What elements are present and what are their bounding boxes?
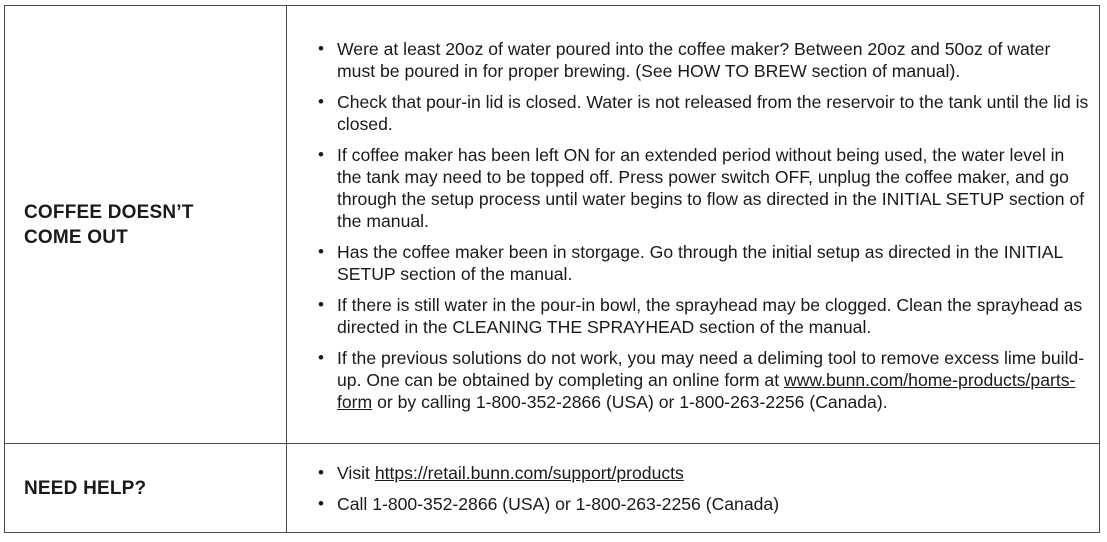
solutions-cell bbox=[287, 6, 1100, 444]
solution-item: • Were at least 20oz of water poured into the coffee maker? Between 20oz and 50oz of water must be poured in for proper brewing. (See HOW TO BREW section of manual). bbox=[317, 38, 1089, 82]
parts-form-link[interactable]: www.bunn.com/home-products/parts-form bbox=[337, 370, 1076, 412]
solution-text: If the previous solutions do not work, you may need a deliming tool to remove excess lime build-up. One can be obtained by completing an online form at bbox=[337, 348, 1085, 390]
solution-item: • Has the coffee maker been in storgage. Go through the initial setup as directed in the INITIAL SETUP section of the manual. bbox=[317, 241, 1089, 285]
problem-heading-line: NEED HELP? bbox=[24, 477, 147, 499]
solution-item: • Check that pour-in lid is closed. Water is not released from the reservoir to the tank until the lid is closed. bbox=[317, 91, 1089, 135]
solution-item: • Call 1-800-352-2866 (USA) or 1-800-263-2256 (Canada) bbox=[317, 493, 1089, 515]
table-row bbox=[5, 6, 1100, 444]
table-row bbox=[5, 444, 1100, 533]
problem-heading-line: COME OUT bbox=[24, 226, 128, 248]
solution-item bbox=[317, 347, 1089, 413]
solution-item: • If there is still water in the pour-in bowl, the sprayhead may be clogged. Clean the sprayhead as directed in the CLEANING THE SPRAYHEAD section of the manual. bbox=[317, 294, 1089, 338]
problem-cell bbox=[5, 444, 287, 533]
problem-cell bbox=[5, 6, 287, 444]
solution-item bbox=[317, 462, 1089, 484]
support-link[interactable]: https://retail.bunn.com/support/products bbox=[374, 462, 684, 483]
solutions-list bbox=[317, 36, 1089, 413]
solution-text: Visit bbox=[337, 462, 375, 483]
solutions-cell bbox=[287, 444, 1100, 533]
troubleshooting-table bbox=[4, 5, 1100, 533]
solution-item: • If coffee maker has been left ON for an extended period without being used, the water level in the tank may need to be topped off. Press power switch OFF, unplug the coffee maker, and go through the setup process until water begins to flow as directed in the INITIAL SETUP section of the manual. bbox=[317, 144, 1089, 232]
solution-text: or by calling 1-800-352-2866 (USA) or 1-800-263-2256 (Canada). bbox=[372, 392, 888, 412]
problem-heading-line: COFFEE DOESN’T bbox=[24, 201, 194, 223]
solutions-list bbox=[317, 462, 1089, 515]
